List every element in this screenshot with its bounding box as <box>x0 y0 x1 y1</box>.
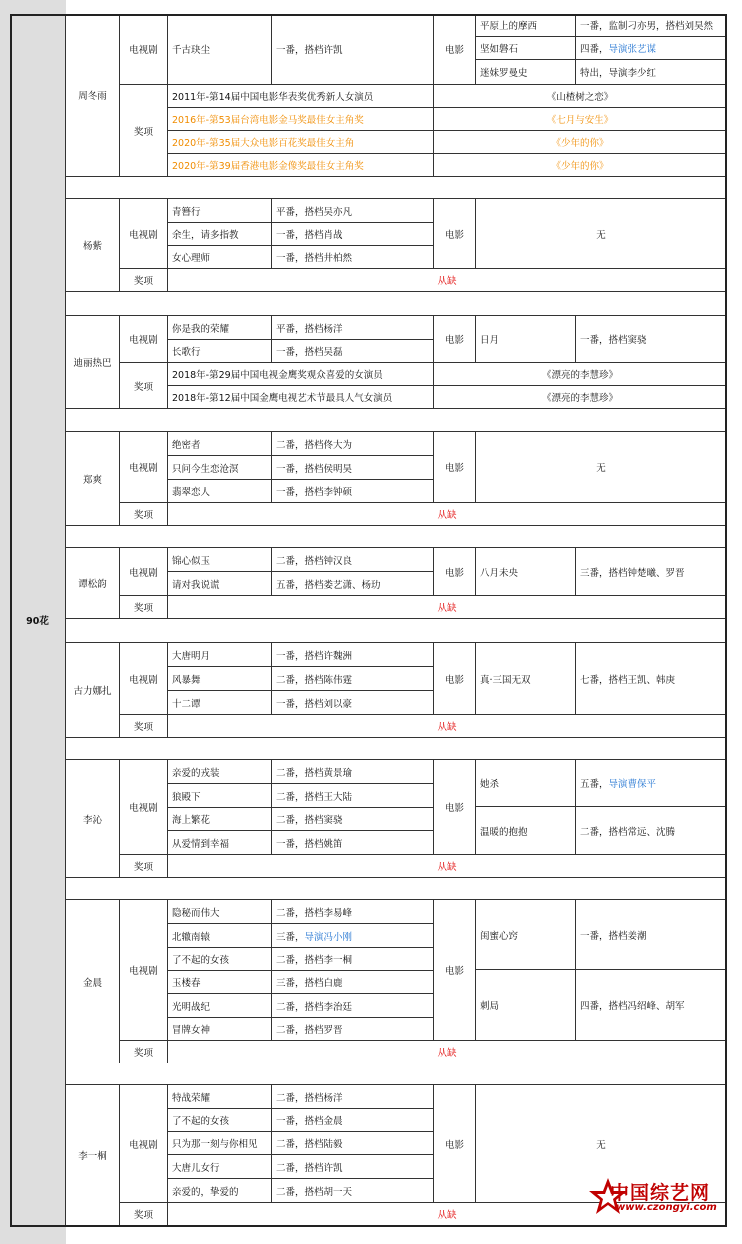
tv-role <box>272 1155 434 1179</box>
film-role-text: 一番，搭档姜潮 <box>580 930 647 942</box>
actress-name <box>66 548 120 619</box>
tv-role <box>272 924 434 948</box>
tv-title <box>168 1018 272 1041</box>
film-title-text: 真·三国无双 <box>480 674 531 686</box>
tv-title <box>168 948 272 971</box>
separator-row <box>66 410 727 432</box>
tv-role-text: 二番，搭档窦骁 <box>276 815 343 826</box>
tv-role-text: 二番，搭档佟大为 <box>276 439 353 451</box>
tv-label <box>120 643 168 715</box>
award-name <box>168 85 434 108</box>
film-role-text: 四番， <box>580 44 609 55</box>
tv-role <box>272 1179 434 1203</box>
tv-role <box>272 456 434 480</box>
tv-title <box>168 316 272 340</box>
film-role-text: 特出，导演李少红 <box>580 68 657 79</box>
actress-name <box>66 1085 120 1226</box>
film-title-text: 她杀 <box>480 779 500 790</box>
film-role-text: 一番，监制刁亦男，搭档刘昊然 <box>580 21 714 32</box>
awards-label <box>120 855 168 878</box>
award-name-text: 2018年-第29届中国电视金鹰奖观众喜爱的女演员 <box>172 370 383 381</box>
actress-name <box>66 316 120 409</box>
tv-role <box>272 971 434 994</box>
tv-role <box>272 643 434 667</box>
tv-title-text: 隐秘而伟大 <box>172 907 220 919</box>
tv-title-text: 亲爱的，挚爱的 <box>172 1186 239 1198</box>
tv-role-text: 五番，搭档娄艺潇、杨玏 <box>276 579 381 591</box>
tv-role <box>272 784 434 808</box>
awards-label <box>120 85 168 177</box>
awards-label-text: 奖项 <box>133 862 153 873</box>
actress-name <box>66 432 120 526</box>
film-title <box>476 970 576 1041</box>
tv-role-text: 三番，搭档白鹿 <box>276 978 343 989</box>
tv-title-text: 青簪行 <box>172 206 201 218</box>
tv-title-text: 光明战纪 <box>172 1001 211 1013</box>
film-label-text: 电影 <box>444 567 464 579</box>
award-work <box>434 131 727 154</box>
tv-title-text: 了不起的女孩 <box>172 955 230 966</box>
tv-title-text: 女心理师 <box>172 253 211 264</box>
award-name-text: 2020年-第35届大众电影百花奖最佳女主角 <box>172 138 355 149</box>
actress-name <box>66 14 120 177</box>
tv-role <box>272 1085 434 1109</box>
tv-role <box>272 246 434 269</box>
film-title <box>476 60 576 85</box>
tv-label-text: 电视剧 <box>129 966 158 977</box>
awards-label <box>120 363 168 409</box>
tv-title <box>168 1109 272 1132</box>
film-role <box>576 900 727 970</box>
tv-label <box>120 14 168 85</box>
actress-name <box>66 643 120 738</box>
tv-role-text: 二番，搭档黄景瑜 <box>276 767 353 779</box>
film-role <box>576 807 727 855</box>
film-none-text: 无 <box>596 463 606 474</box>
film-label <box>434 760 476 855</box>
tv-role-text: 三番， <box>276 931 305 943</box>
tv-role-director: 导演冯小刚 <box>304 931 353 943</box>
film-role-text: 七番，搭档王凯、韩庚 <box>580 674 676 686</box>
tv-label <box>120 432 168 503</box>
separator-row <box>66 738 727 760</box>
actress-name-text: 古力娜扎 <box>73 686 112 697</box>
tv-title <box>168 760 272 784</box>
film-label-text: 电影 <box>444 1139 464 1151</box>
awards-missing-text: 从缺 <box>437 603 457 614</box>
tv-label-text: 电视剧 <box>129 1139 158 1151</box>
separator-row <box>66 177 727 199</box>
tv-role <box>272 480 434 503</box>
film-label-text: 电影 <box>444 229 464 241</box>
award-name-text: 2020年-第39届香港电影金像奖最佳女主角奖 <box>172 161 364 172</box>
awards-missing-text: 从缺 <box>437 862 457 873</box>
actress-name <box>66 760 120 878</box>
film-role <box>576 14 727 37</box>
award-name-text: 2016年-第53届台湾电影金马奖最佳女主角奖 <box>172 115 364 126</box>
tv-title-text: 翡翠恋人 <box>172 487 211 498</box>
tv-title <box>168 1085 272 1109</box>
watermark-brand: 中国综艺网 <box>610 1182 711 1204</box>
tv-title-text: 玉楼春 <box>172 978 201 989</box>
award-work <box>434 154 727 177</box>
film-title-text: 日月 <box>480 335 500 346</box>
tv-role <box>272 340 434 363</box>
film-title <box>476 37 576 60</box>
tv-role-text: 二番，搭档李易峰 <box>276 907 353 919</box>
tv-role-text: 二番，搭档杨洋 <box>276 1092 343 1104</box>
tv-title <box>168 831 272 855</box>
separator-row <box>66 526 727 548</box>
film-label-text: 电影 <box>444 966 464 977</box>
film-title-text: 迷妹罗曼史 <box>480 68 528 79</box>
film-title-text: 平原上的摩西 <box>480 21 538 32</box>
awards-missing <box>168 269 727 292</box>
awards-label <box>120 1203 168 1226</box>
tv-role-text: 一番，搭档许魏洲 <box>276 650 353 662</box>
awards-label <box>120 503 168 526</box>
tv-label <box>120 316 168 363</box>
tv-role <box>272 994 434 1018</box>
tv-role-text: 平番，搭档杨洋 <box>276 323 343 335</box>
film-title <box>476 760 576 807</box>
film-none-text: 无 <box>596 229 606 241</box>
film-title-text: 闺蜜心窍 <box>480 930 519 942</box>
tv-role-text: 二番，搭档罗晋 <box>276 1025 343 1036</box>
tv-title <box>168 784 272 808</box>
separator-row <box>66 878 727 900</box>
separator-row <box>66 621 727 643</box>
tv-title-text: 亲爱的戎装 <box>172 767 220 779</box>
award-work <box>434 363 727 386</box>
award-name-text: 2018年-第12届中国金鹰电视艺术节最具人气女演员 <box>172 393 393 404</box>
film-title <box>476 548 576 596</box>
film-role <box>576 760 727 807</box>
tv-role-text: 一番，搭档姚笛 <box>276 838 343 850</box>
tv-role-text: 一番，搭档吴磊 <box>276 347 343 358</box>
tv-role <box>272 199 434 223</box>
tv-title <box>168 924 272 948</box>
tv-title-text: 大唐明月 <box>172 650 211 662</box>
awards-missing <box>168 1041 727 1064</box>
awards-missing-text: 从缺 <box>437 276 457 287</box>
tv-title-text: 千古玦尘 <box>172 45 211 56</box>
film-role <box>576 548 727 596</box>
film-title-text: 温暖的抱抱 <box>480 826 528 838</box>
awards-missing <box>168 715 727 738</box>
tv-title <box>168 1179 272 1203</box>
film-role <box>576 37 727 60</box>
awards-label <box>120 596 168 619</box>
actress-name-text: 谭松韵 <box>78 579 107 590</box>
tv-role-text: 一番，搭档李钟硕 <box>276 487 353 498</box>
award-name <box>168 154 434 177</box>
actress-name-text: 周冬雨 <box>78 91 107 102</box>
awards-label <box>120 269 168 292</box>
award-work-text: 《少年的你》 <box>551 161 609 172</box>
tv-label-text: 电视剧 <box>129 229 158 241</box>
film-label <box>434 643 476 715</box>
tv-label-text: 电视剧 <box>129 45 158 56</box>
film-title <box>476 316 576 363</box>
tv-title <box>168 456 272 480</box>
tv-role <box>272 316 434 340</box>
tv-label-text: 电视剧 <box>129 803 158 814</box>
tv-label <box>120 548 168 596</box>
award-name <box>168 363 434 386</box>
tv-role <box>272 691 434 715</box>
tv-role <box>272 667 434 691</box>
awards-label <box>120 715 168 738</box>
awards-label-text: 奖项 <box>133 1210 153 1221</box>
film-label-text: 电影 <box>444 674 464 686</box>
awards-missing-text: 从缺 <box>437 1048 457 1059</box>
film-label <box>434 316 476 363</box>
film-title-text: 八月未央 <box>480 567 519 579</box>
tv-title-text: 海上繁花 <box>172 815 211 826</box>
tv-title <box>168 199 272 223</box>
tv-title-text: 锦心似玉 <box>172 555 211 567</box>
tv-role-text: 一番，搭档金晨 <box>276 1116 343 1127</box>
tv-title-text: 只为那一刻与你相见 <box>172 1139 258 1150</box>
tv-title <box>168 432 272 456</box>
group-label-text: 90花 <box>26 616 49 627</box>
tv-title <box>168 643 272 667</box>
tv-title <box>168 223 272 246</box>
film-role-text: 五番， <box>580 779 609 790</box>
watermark-logo <box>588 1176 738 1220</box>
tv-role-text: 二番，搭档王大陆 <box>276 791 353 803</box>
film-label <box>434 14 476 85</box>
tv-role-text: 二番，搭档李一桐 <box>276 955 353 966</box>
tv-title <box>168 691 272 715</box>
tv-title-text: 长歌行 <box>172 347 201 358</box>
tv-title <box>168 480 272 503</box>
tv-label <box>120 199 168 269</box>
awards-missing-text: 从缺 <box>437 510 457 521</box>
award-name <box>168 131 434 154</box>
actress-name-text: 迪丽热巴 <box>73 358 112 369</box>
tv-title-text: 你是我的荣耀 <box>172 323 230 335</box>
tv-role <box>272 948 434 971</box>
film-role-text: 二番，搭档常远、沈腾 <box>580 826 676 838</box>
tv-title-text: 狼殿下 <box>172 791 201 803</box>
actress-name <box>66 900 120 1064</box>
awards-missing-text: 从缺 <box>437 1210 457 1221</box>
film-none-text: 无 <box>596 1139 606 1151</box>
film-label-text: 电影 <box>444 45 464 56</box>
tv-title <box>168 572 272 596</box>
tv-title-text: 了不起的女孩 <box>172 1116 230 1127</box>
tv-role-text: 平番，搭档吴亦凡 <box>276 206 353 218</box>
film-label <box>434 199 476 269</box>
award-work <box>434 85 727 108</box>
tv-role-text: 二番，搭档陈伟霆 <box>276 674 353 686</box>
tv-role <box>272 432 434 456</box>
tv-title <box>168 1132 272 1155</box>
film-label <box>434 900 476 1041</box>
actress-name-text: 金晨 <box>82 977 102 989</box>
tv-label-text: 电视剧 <box>129 567 158 579</box>
tv-title-text: 只问今生恋沧溟 <box>172 463 239 475</box>
award-name-text: 2011年-第14届中国电影华表奖优秀新人女演员 <box>172 92 374 103</box>
awards-label-text: 奖项 <box>133 276 153 287</box>
tv-role-text: 二番，搭档钟汉良 <box>276 555 353 567</box>
film-label-text: 电影 <box>444 803 464 814</box>
awards-label-text: 奖项 <box>133 126 153 138</box>
film-title <box>476 807 576 855</box>
award-work-text: 《山楂树之恋》 <box>546 92 614 103</box>
tv-label <box>120 1085 168 1203</box>
tv-label-text: 电视剧 <box>129 674 158 686</box>
tv-label <box>120 760 168 855</box>
awards-label-text: 奖项 <box>133 722 153 733</box>
tv-title <box>168 1155 272 1179</box>
tv-role-text: 一番，搭档肖战 <box>276 230 343 241</box>
film-role-director: 导演张艺谋 <box>608 44 657 55</box>
tv-role <box>272 548 434 572</box>
tv-title-text: 十二谭 <box>172 698 201 710</box>
tv-role-text: 一番，搭档侯明昊 <box>276 463 353 475</box>
awards-missing <box>168 855 727 878</box>
tv-role-text: 二番，搭档许凯 <box>276 1162 343 1174</box>
actress-name-text: 李一桐 <box>78 1151 107 1162</box>
award-work <box>434 108 727 131</box>
tv-role-text: 一番，搭档刘以豪 <box>276 698 353 710</box>
tv-title <box>168 548 272 572</box>
tv-role-text: 一番，搭档井柏然 <box>276 253 353 264</box>
film-label-text: 电影 <box>444 463 464 474</box>
tv-role-text: 二番，搭档胡一天 <box>276 1186 353 1198</box>
tv-title <box>168 900 272 924</box>
tv-role <box>272 1018 434 1041</box>
award-name <box>168 108 434 131</box>
tv-label-text: 电视剧 <box>129 335 158 346</box>
film-title <box>476 14 576 37</box>
awards-label-text: 奖项 <box>133 510 153 521</box>
tv-title-text: 特战荣耀 <box>172 1092 211 1104</box>
actress-name-text: 杨紫 <box>82 241 102 252</box>
film-role <box>576 970 727 1041</box>
tv-title-text: 请对我说谎 <box>172 579 220 591</box>
film-role <box>576 643 727 715</box>
tv-role <box>272 572 434 596</box>
separator-row <box>66 1063 727 1085</box>
award-work-text: 《七月与安生》 <box>546 115 614 126</box>
tv-title <box>168 667 272 691</box>
tv-label-text: 电视剧 <box>129 463 158 474</box>
award-name <box>168 386 434 409</box>
tv-title <box>168 808 272 831</box>
film-title <box>476 643 576 715</box>
tv-role-text: 二番，搭档李治廷 <box>276 1001 353 1013</box>
tv-role <box>272 223 434 246</box>
actress-name-text: 李沁 <box>82 814 102 826</box>
tv-title-text: 北辙南辕 <box>172 931 211 943</box>
tv-title <box>168 246 272 269</box>
tv-title <box>168 14 272 85</box>
tv-title-text: 冒牌女神 <box>172 1025 211 1036</box>
separator-row <box>66 294 727 316</box>
actress-name-text: 郑爽 <box>82 474 102 486</box>
tv-role <box>272 14 434 85</box>
awards-missing <box>168 596 727 619</box>
awards-label <box>120 1041 168 1064</box>
awards-label-text: 奖项 <box>133 603 153 614</box>
tv-role <box>272 831 434 855</box>
tv-role <box>272 760 434 784</box>
film-role-text: 四番，搭档冯绍峰、胡军 <box>580 1001 685 1012</box>
tv-title-text: 余生，请多指教 <box>172 230 239 241</box>
tv-role-text: 一番，搭档许凯 <box>276 45 343 56</box>
film-label <box>434 548 476 596</box>
awards-missing <box>168 503 727 526</box>
watermark-url: www.czongyi.com <box>616 1202 717 1213</box>
tv-role <box>272 1109 434 1132</box>
film-title <box>476 900 576 970</box>
film-role-text: 一番，搭档窦骁 <box>580 335 647 346</box>
tv-role <box>272 808 434 831</box>
tv-role <box>272 900 434 924</box>
film-role <box>576 60 727 85</box>
tv-title-text: 绝密者 <box>172 439 201 451</box>
film-title-text: 坚如磐石 <box>480 44 519 55</box>
film-role-director: 导演曹保平 <box>608 779 657 790</box>
tv-role <box>272 1132 434 1155</box>
film-role <box>576 316 727 363</box>
award-work <box>434 386 727 409</box>
film-title-text: 刺局 <box>480 1001 500 1012</box>
film-label <box>434 1085 476 1203</box>
film-label-text: 电影 <box>444 335 464 346</box>
film-none <box>476 199 727 269</box>
film-label <box>434 432 476 503</box>
film-none <box>476 432 727 503</box>
awards-label-text: 奖项 <box>133 1048 153 1059</box>
tv-title-text: 从爱情到幸福 <box>172 838 230 850</box>
tv-role-text: 二番，搭档陆毅 <box>276 1139 343 1150</box>
film-role-text: 三番，搭档钟楚曦、罗晋 <box>580 567 685 579</box>
awards-missing-text: 从缺 <box>437 722 457 733</box>
award-work-text: 《漂亮的李慧珍》 <box>541 393 618 404</box>
award-work-text: 《少年的你》 <box>551 138 609 149</box>
tv-label <box>120 900 168 1041</box>
tv-title <box>168 971 272 994</box>
tv-title <box>168 994 272 1018</box>
tv-title <box>168 340 272 363</box>
tv-title-text: 风暴舞 <box>172 674 201 686</box>
award-work-text: 《漂亮的李慧珍》 <box>541 370 618 381</box>
awards-label-text: 奖项 <box>133 381 153 393</box>
group-label <box>10 14 66 1227</box>
tv-title-text: 大唐儿女行 <box>172 1162 220 1174</box>
actress-name <box>66 199 120 292</box>
